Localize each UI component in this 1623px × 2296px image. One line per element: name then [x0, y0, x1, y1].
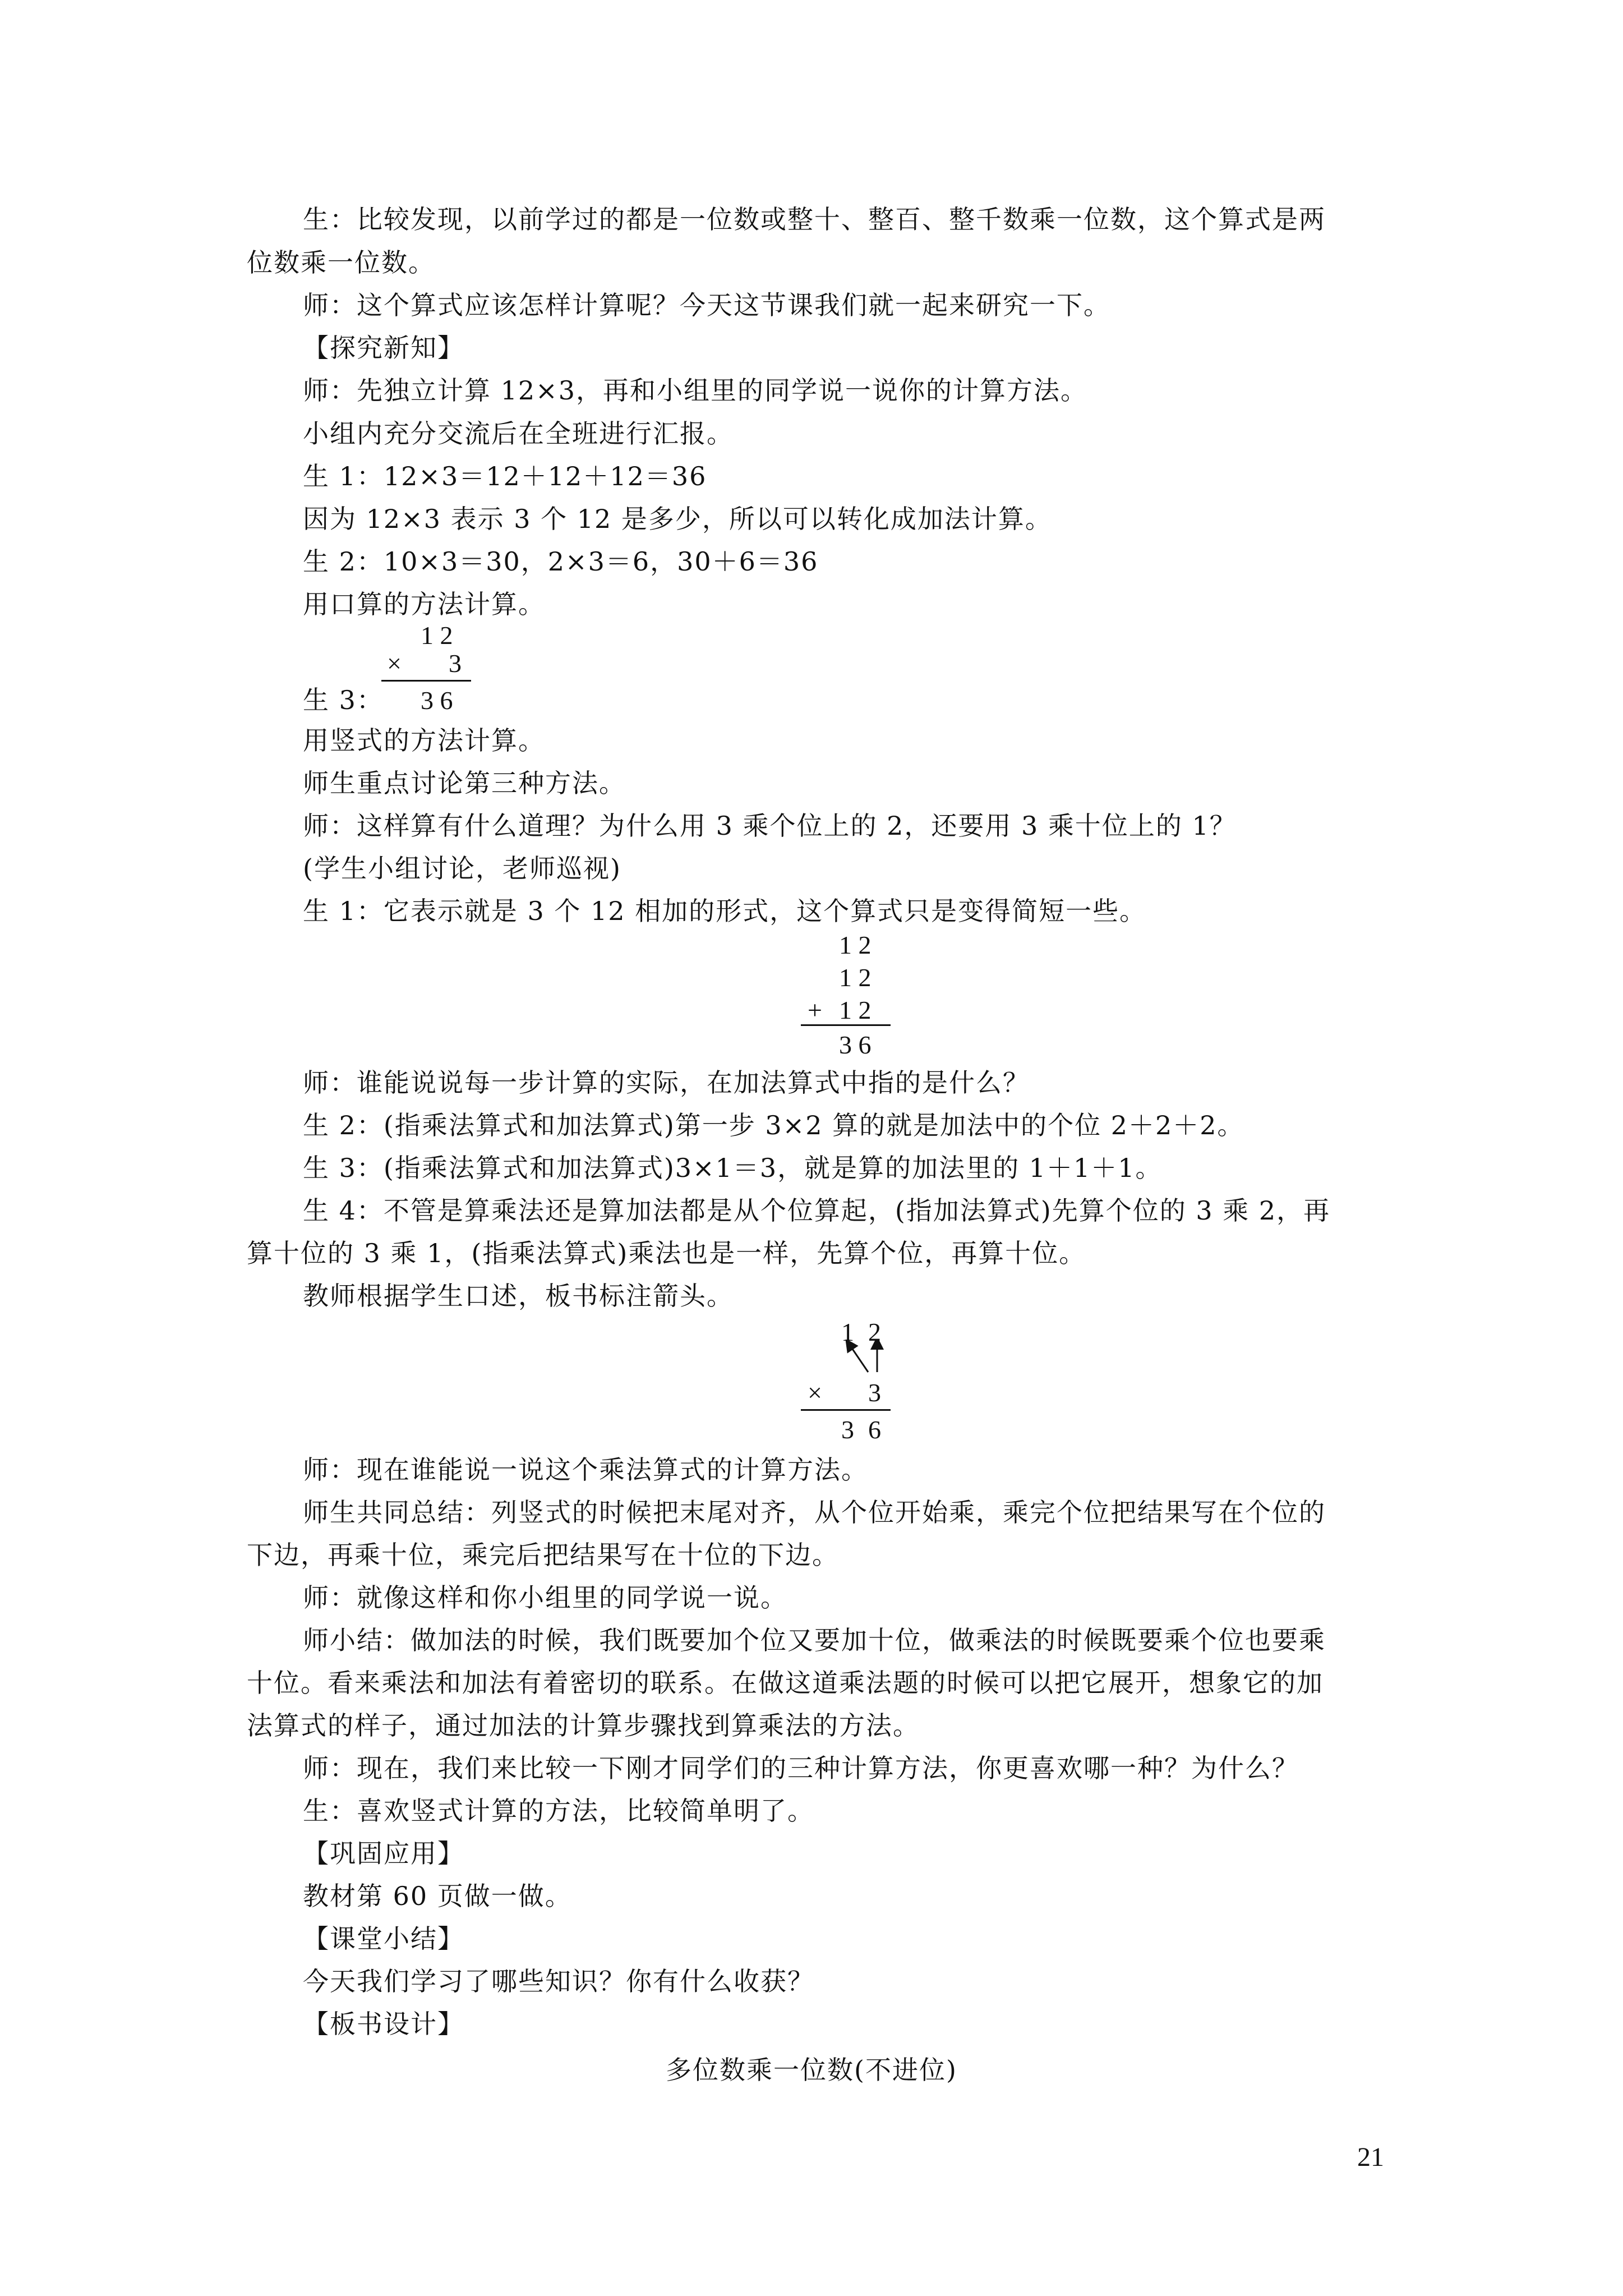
calc-result-tens: 3: [841, 1415, 854, 1444]
calc-result: 3 6: [421, 686, 453, 715]
addend: 1 2: [839, 931, 872, 959]
arrow-icons: [841, 1340, 886, 1379]
calc-rule: [801, 1024, 891, 1026]
arrow-to-tens-icon: [849, 1344, 868, 1372]
addend: 1 2: [839, 996, 872, 1024]
section-heading: 【板书设计】: [303, 2009, 464, 2039]
text-line: 法算式的样子，通过加法的计算步骤找到算乘法的方法。: [247, 1710, 920, 1741]
calc-rule: [381, 680, 471, 682]
text-line: 师生重点讨论第三种方法。: [303, 768, 626, 798]
section-heading: 【课堂小结】: [303, 1924, 464, 1954]
section-heading: 【巩固应用】: [303, 1838, 464, 1869]
text-line: 生 2：(指乘法算式和加法算式)第一步 3×2 算的就是加法中的个位 2＋2＋2。: [303, 1110, 1244, 1140]
text-line: 十位。看来乘法和加法有着密切的联系。在做这道乘法题的时候可以把它展开，想象它的加: [247, 1668, 1324, 1698]
calc-multiplier: 3: [449, 649, 462, 678]
addend: 1 2: [839, 963, 872, 992]
text-line: 教材第 60 页做一做。: [303, 1881, 572, 1911]
text-line: 生 3：(指乘法算式和加法算式)3×1＝3，就是算的加法里的 1＋1＋1。: [303, 1153, 1163, 1183]
text-line: 生 4：不管是算乘法还是算加法都是从个位算起，(指加法算式)先算个位的 3 乘 2，再: [303, 1195, 1331, 1226]
board-design-title: 多位数乘一位数(不进位): [666, 2055, 957, 2085]
text-line: 用口算的方法计算。: [303, 589, 545, 619]
multiply-sign: ×: [387, 649, 402, 678]
text-line: 师：这个算式应该怎样计算呢？今天这节课我们就一起来研究一下。: [303, 290, 1110, 320]
text-line: 生 1：12×3＝12＋12＋12＝36: [303, 461, 707, 491]
text-line: 师生共同总结：列竖式的时候把末尾对齐，从个位开始乘，乘完个位把结果写在个位的: [303, 1497, 1326, 1527]
calc-ones-digit: 2: [868, 1318, 881, 1346]
text-line: 位数乘一位数。: [247, 247, 435, 278]
text-line: 生 3：: [303, 685, 384, 715]
text-line: 教师根据学生口述，板书标注箭头。: [303, 1281, 734, 1311]
text-line: 师小结：做加法的时候，我们既要加个位又要加十位，做乘法的时候既要乘个位也要乘: [303, 1625, 1326, 1655]
calc-multiplier: 3: [868, 1378, 881, 1407]
text-line: 师：现在，我们来比较一下刚才同学们的三种计算方法，你更喜欢哪一种？为什么？: [303, 1753, 1299, 1783]
calc-tens-digit: 1: [841, 1318, 854, 1346]
calc-multiplicand: 1 2: [421, 621, 453, 650]
multiply-sign: ×: [808, 1378, 822, 1407]
sum-result: 3 6: [839, 1030, 872, 1059]
text-line: 算十位的 3 乘 1，(指乘法算式)乘法也是一样，先算个位，再算十位。: [247, 1238, 1086, 1268]
text-line: 师：这样算有什么道理？为什么用 3 乘个位上的 2，还要用 3 乘十位上的 1？: [303, 811, 1237, 841]
text-line: 师：先独立计算 12×3，再和小组里的同学说一说你的计算方法。: [303, 375, 1087, 406]
section-heading: 【探究新知】: [303, 333, 464, 363]
text-line: 生 1：它表示就是 3 个 12 相加的形式，这个算式只是变得简短一些。: [303, 896, 1147, 926]
text-line: 生：比较发现，以前学过的都是一位数或整十、整百、整千数乘一位数，这个算式是两: [303, 204, 1326, 234]
text-line: 下边，再乘十位，乘完后把结果写在十位的下边。: [247, 1540, 839, 1570]
calc-result-ones: 6: [868, 1415, 881, 1444]
text-line: 用竖式的方法计算。: [303, 725, 545, 756]
text-line: 师：就像这样和你小组里的同学说一说。: [303, 1582, 787, 1613]
plus-sign: +: [808, 996, 822, 1024]
text-line: 师：现在谁能说一说这个乘法算式的计算方法。: [303, 1455, 868, 1485]
page-number: 21: [1357, 2142, 1384, 2172]
text-line: 小组内充分交流后在全班进行汇报。: [303, 418, 734, 449]
text-line: 师：谁能说说每一步计算的实际，在加法算式中指的是什么？: [303, 1068, 1030, 1098]
text-line: 生：喜欢竖式计算的方法，比较简单明了。: [303, 1796, 814, 1826]
text-line: 今天我们学习了哪些知识？你有什么收获？: [303, 1966, 814, 1996]
text-line: 因为 12×3 表示 3 个 12 是多少，所以可以转化成加法计算。: [303, 504, 1052, 534]
text-line: 生 2：10×3＝30，2×3＝6，30＋6＝36: [303, 546, 819, 577]
calc-rule: [801, 1409, 891, 1411]
text-line: (学生小组讨论，老师巡视): [303, 853, 621, 884]
